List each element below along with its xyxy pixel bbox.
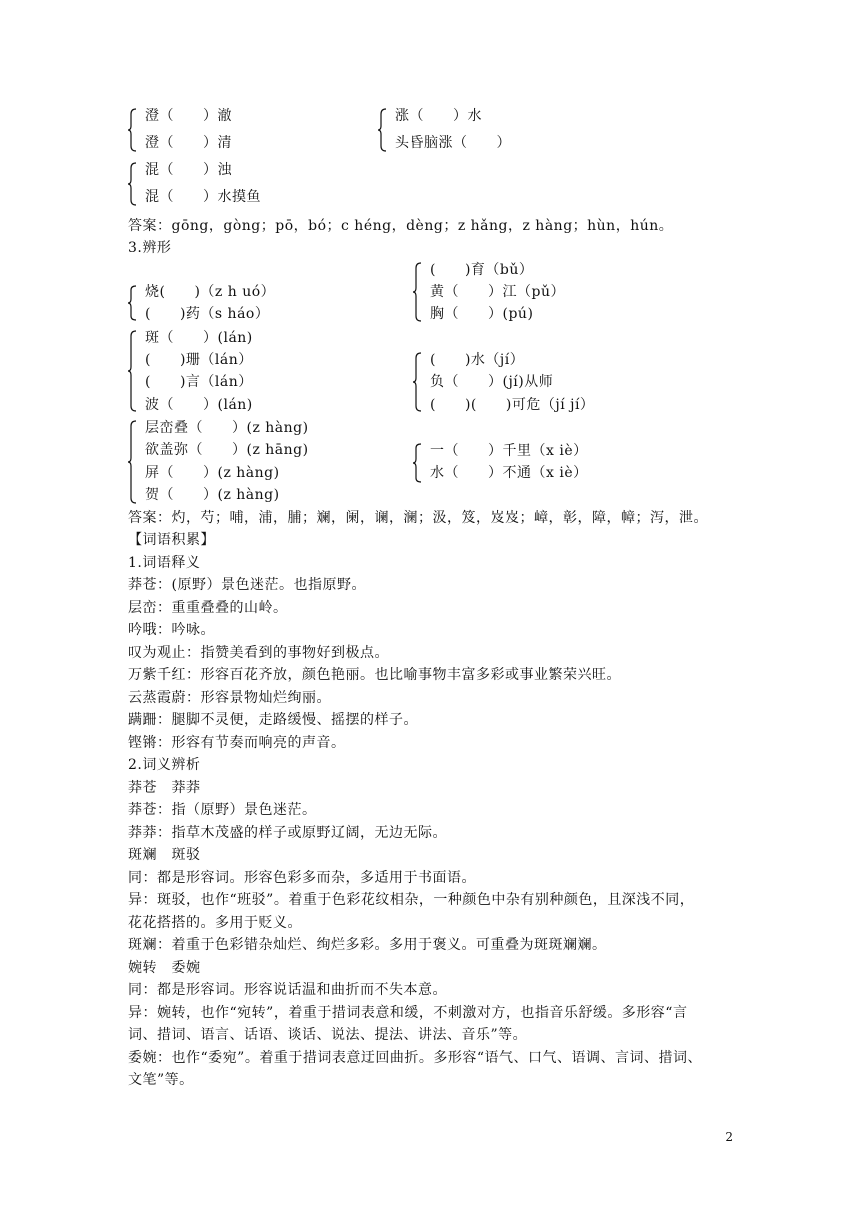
brace-icon (128, 108, 136, 152)
answer-line: 答案：灼，芍；哺，浦，脯；斓，阑，谰，澜；汲，笈，岌岌；嶂，彰，障，幛；泻，泄。 (128, 510, 708, 526)
form-item: ( )( )可危（jí jí） (430, 397, 595, 413)
form-item: ( )药（s háo） (145, 306, 270, 322)
analysis-line: 同：都是形容词。形容色彩多而杂，多适用于书面语。 (128, 870, 476, 886)
analysis-line: 异：婉转，也作“宛转”，着重于措词表意和缓，不刺激对方，也指音乐舒缓。多形容“言 (128, 1005, 688, 1021)
answer-line: 答案：gōng，gòng；pō，bó；c héng，dèng；z hǎng，z hàng；hùn，hún。 (128, 218, 674, 234)
analysis-line: 莽苍 莽莽 (128, 780, 201, 796)
page-number: 2 (725, 1130, 733, 1144)
analysis-line: 文笔”等。 (128, 1072, 194, 1088)
brace-icon (378, 108, 386, 152)
definition-line: 万紫千红：形容百花齐放，颜色艳丽。也比喻事物丰富多彩或事业繁荣兴旺。 (128, 667, 621, 683)
brace-icon (413, 443, 421, 483)
pinyin-item: 混（ ）浊 (145, 162, 232, 178)
brace-icon (128, 330, 136, 412)
form-item: 贺（ ）(z hàng) (145, 487, 280, 503)
subheading: 2.词义辨析 (128, 757, 201, 773)
form-item: 斑（ ）(lán) (145, 330, 253, 346)
definition-line: 莽苍：(原野）景色迷茫。也指原野。 (128, 577, 366, 593)
analysis-line: 同：都是形容词。形容说话温和曲折而不失本意。 (128, 982, 447, 998)
brace-icon (413, 262, 421, 322)
form-item: ( )珊（lán） (145, 352, 253, 368)
form-item: 层峦叠（ ）(z hàng) (145, 420, 309, 436)
analysis-line: 异：斑驳，也作“班驳”。着重于色彩花纹相杂，一种颜色中杂有别种颜色，且深浅不同， (128, 892, 695, 908)
definition-line: 吟哦：吟咏。 (128, 622, 215, 638)
form-item: 负（ ）(jí)从师 (430, 374, 554, 390)
brace-icon (128, 162, 136, 206)
pinyin-item: 澄（ ）清 (145, 135, 232, 151)
pinyin-item: 头昏脑涨（ ） (395, 135, 511, 151)
analysis-line: 莽莽：指草木茂盛的样子或原野辽阔，无边无际。 (128, 825, 447, 841)
pinyin-item: 混（ ）水摸鱼 (145, 189, 261, 205)
definition-line: 铿锵：形容有节奏而响亮的声音。 (128, 735, 346, 751)
analysis-line: 婉转 委婉 (128, 960, 201, 976)
brace-icon (128, 420, 136, 504)
pinyin-item: 澄（ ）澈 (145, 108, 232, 124)
form-item: ( )水（jí） (430, 352, 525, 368)
definition-line: 蹒跚：腿脚不灵便，走路缓慢、摇摆的样子。 (128, 712, 418, 728)
subheading: 1.词语释义 (128, 555, 201, 571)
analysis-line: 词、措词、语言、话语、谈话、说法、提法、讲法、音乐”等。 (128, 1027, 528, 1043)
form-item: 欲盖弥（ ）(z hāng) (145, 442, 309, 458)
analysis-line: 花花搭搭的。多用于贬义。 (128, 915, 302, 931)
form-item: 黄（ ）江（pǔ） (430, 284, 565, 300)
brace-icon (413, 352, 421, 412)
analysis-line: 斑斓：着重于色彩错杂灿烂、绚烂多彩。多用于褒义。可重叠为斑斑斓斓。 (128, 937, 607, 953)
analysis-line: 委婉：也作“委宛”。着重于措词表意迂回曲折。多形容“语气、口气、语调、言词、措词、 (128, 1050, 702, 1066)
form-item: 屏（ ）(z hàng) (145, 465, 280, 481)
section-heading: 3.辨形 (128, 240, 172, 256)
form-item: 波（ ）(lán) (145, 397, 253, 413)
pinyin-item: 涨（ ）水 (395, 108, 482, 124)
analysis-line: 斑斓 斑驳 (128, 847, 201, 863)
brace-icon (128, 285, 136, 321)
definition-line: 层峦：重重叠叠的山岭。 (128, 600, 288, 616)
form-item: 胸（ ）(pú) (430, 306, 534, 322)
form-item: 一（ ）千里（x iè） (430, 443, 588, 459)
form-item: 水（ ）不通（x iè） (430, 465, 588, 481)
definition-line: 云蒸霞蔚：形容景物灿烂绚丽。 (128, 690, 331, 706)
section-title: 【词语积累】 (128, 532, 215, 548)
form-item: ( )育（bǔ） (430, 262, 534, 278)
form-item: ( )言（lán） (145, 374, 253, 390)
form-item: 烧( )（z h uó） (145, 284, 276, 300)
analysis-line: 莽苍：指（原野）景色迷茫。 (128, 802, 317, 818)
definition-line: 叹为观止：指赞美看到的事物好到极点。 (128, 645, 389, 661)
